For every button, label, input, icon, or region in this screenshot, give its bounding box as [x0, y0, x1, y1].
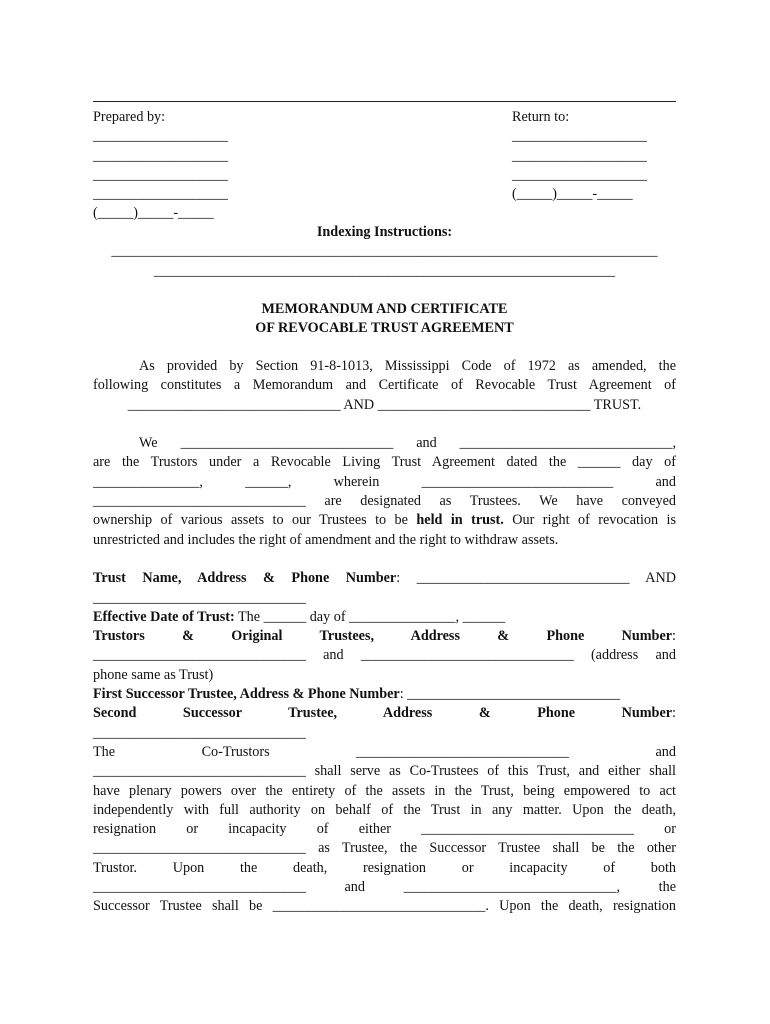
- trustees-blank[interactable]: ______________________________: [93, 493, 306, 510]
- paragraph-1-line: As provided by Section 91-8-1013, Mississippi Code of 1972 as amended, the: [139, 358, 676, 374]
- held-in-trust-text: held in trust.: [416, 512, 504, 529]
- designated-text: are designated as Trustees. We have conveyed: [305, 493, 676, 510]
- trustors-original-trustees-label: [93, 627, 676, 646]
- document-body: [93, 357, 676, 917]
- paragraph-2-line: [93, 492, 676, 511]
- trustors-original-trustees-blank[interactable]: ______________________________ and ______________________________ (address and: [93, 647, 676, 664]
- indexing-block: [93, 223, 676, 281]
- effective-date-label: Effective Date of Trust:: [93, 608, 235, 625]
- conveyed-text: ownership of various assets to our Trustees to be: [93, 512, 417, 529]
- trust-name-field: [93, 569, 676, 588]
- paragraph-2-line: are the Trustors under a Revocable Living Trust Agreement dated the ______ day of: [93, 454, 676, 471]
- first-successor-field: [93, 685, 676, 704]
- return-to-label: Return to:: [512, 109, 570, 125]
- document-title: [93, 300, 676, 339]
- title-line-2: OF REVOCABLE TRUST AGREEMENT: [255, 320, 514, 337]
- first-successor-blank[interactable]: : ______________________________: [399, 686, 621, 703]
- co-trustors-line[interactable]: ______________________________ and ______________________________, the: [93, 879, 676, 896]
- trust-name-blank-line[interactable]: ______________________________ AND ______________________________ TRUST.: [127, 396, 642, 413]
- paragraph-2-line: [93, 511, 676, 530]
- co-trustors-line: have plenary powers over the entirety of the assets in the Trust, being empowered to act: [93, 782, 676, 799]
- prepared-by-label: Prepared by:: [93, 109, 166, 125]
- effective-date-blank[interactable]: The ______ day of _______________, ______: [234, 608, 506, 625]
- return-to-line[interactable]: ___________________: [512, 147, 647, 164]
- prepared-by-line[interactable]: ___________________: [93, 186, 228, 203]
- trust-name-label: Trust Name, Address & Phone Number: [93, 570, 397, 587]
- paragraph-2-line[interactable]: _______________, ______, wherein ___________________________ and: [93, 473, 676, 490]
- top-rule: [93, 101, 676, 102]
- co-trustors-line[interactable]: resignation or incapacity of either ______________________________ or: [93, 821, 676, 838]
- return-to-block: [512, 108, 647, 204]
- prepared-by-line[interactable]: ___________________: [93, 128, 228, 145]
- first-successor-label: First Successor Trustee, Address & Phone Number: [93, 686, 400, 703]
- prepared-by-line[interactable]: ___________________: [93, 166, 228, 183]
- co-trustors-line[interactable]: The Co-Trustors ______________________________ and: [93, 743, 676, 760]
- paragraph-1-line: following constitutes a Memorandum and Certificate of Revocable Trust Agreement of: [93, 377, 676, 394]
- prepared-by-line[interactable]: ___________________: [93, 147, 228, 164]
- return-to-phone[interactable]: (_____)_____-_____: [512, 186, 633, 203]
- second-successor-label: [93, 704, 676, 723]
- prepared-by-block: [93, 108, 228, 224]
- second-successor-text: Second Successor Trustee, Address & Phone Number: [93, 705, 673, 722]
- trustors-blank-line[interactable]: We ______________________________ and ______________________________,: [139, 435, 676, 452]
- indexing-label: Indexing Instructions:: [316, 224, 453, 240]
- co-trustors-line[interactable]: ______________________________ as Trustee, the Successor Trustee shall be the other: [93, 840, 676, 857]
- title-line-1: MEMORANDUM AND CERTIFICATE: [261, 301, 508, 317]
- second-successor-colon: :: [672, 705, 676, 722]
- trust-name-blank-2[interactable]: ______________________________: [93, 589, 306, 606]
- trustors-label-text: Trustors & Original Trustees, Address & Phone Number: [93, 628, 673, 645]
- trust-name-blank[interactable]: : ______________________________ AND: [396, 570, 676, 587]
- indexing-line[interactable]: _________________________________________________________________: [153, 262, 616, 279]
- trustors-label-colon: :: [672, 628, 676, 645]
- co-trustors-line[interactable]: Successor Trustee shall be ______________________________. Upon the death, resignation: [93, 898, 676, 915]
- indexing-line[interactable]: _____________________________________________________________________________: [111, 243, 658, 260]
- co-trustors-line: independently with full authority on behalf of the Trust in any matter. Upon the death,: [93, 801, 676, 818]
- trustors-note: phone same as Trust): [93, 666, 214, 683]
- co-trustors-line[interactable]: ______________________________ shall serve as Co-Trustees of this Trust, and either shall: [93, 763, 676, 780]
- co-trustors-line: Trustor. Upon the death, resignation or incapacity of both: [93, 859, 676, 876]
- return-to-line[interactable]: ___________________: [512, 128, 647, 145]
- revocation-text: Our right of revocation is: [503, 512, 676, 529]
- effective-date-field: [93, 608, 676, 627]
- return-to-line[interactable]: ___________________: [512, 166, 647, 183]
- paragraph-2-line: unrestricted and includes the right of amendment and the right to withdraw assets.: [93, 531, 559, 548]
- second-successor-blank[interactable]: ______________________________: [93, 724, 306, 741]
- prepared-by-phone[interactable]: (_____)_____-_____: [93, 205, 214, 222]
